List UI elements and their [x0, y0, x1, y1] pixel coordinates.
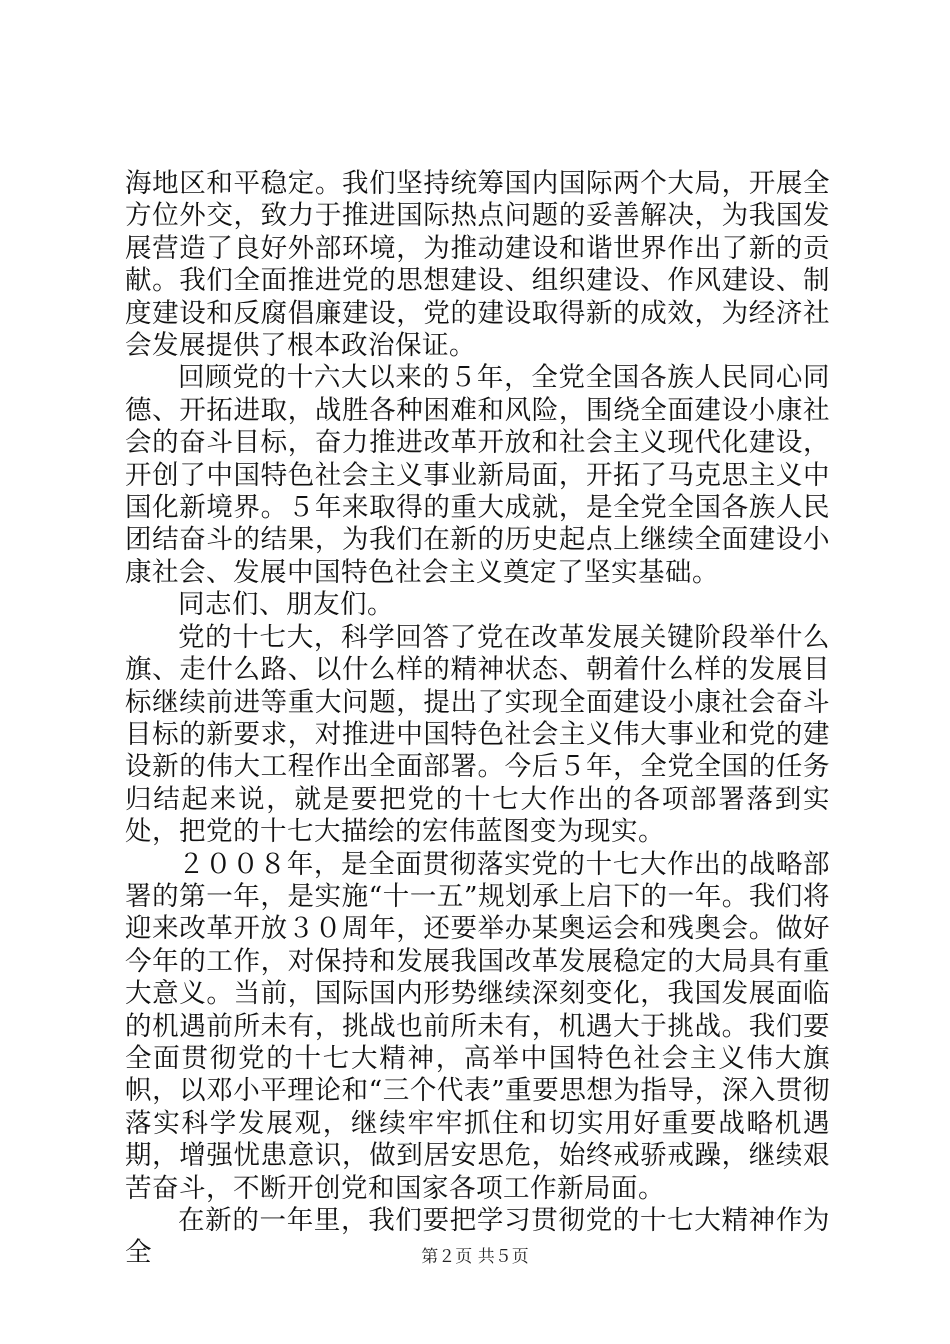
paragraph-4: 党的十七大，科学回答了党在改革发展关键阶段举什么旗、走什么路、以什么样的精神状态、朝着什么样的发展目标继续前进等重大问题，提出了实现全面建设小康社会奋斗目标的新要求，对推进中国特色社会主义伟大事业和党的建设新的伟大工程作出全面部署。今后５年，全党全国的任务归结起来说，就是要把党的十七大作出的各项部署落到实处，把党的十七大描绘的宏伟蓝图变为现实。	[125, 621, 830, 848]
page-number-footer: 第２页 共５页	[421, 1247, 529, 1267]
paragraph-1: 海地区和平稳定。我们坚持统筹国内国际两个大局，开展全方位外交，致力于推进国际热点问题的妥善解决，为我国发展营造了良好外部环境，为推动建设和谐世界作出了新的贡献。我们全面推进党的思想建设、组织建设、作风建设、制度建设和反腐倡廉建设，党的建设取得新的成效，为经济社会发展提供了根本政治保证。	[125, 168, 830, 362]
paragraph-2: 回顾党的十六大以来的５年，全党全国各族人民同心同德、开拓进取，战胜各种困难和风险，围绕全面建设小康社会的奋斗目标，奋力推进改革开放和社会主义现代化建设，开创了中国特色社会主义事业新局面，开拓了马克思主义中国化新境界。５年来取得的重大成就，是全党全国各族人民团结奋斗的结果，为我们在新的历史起点上继续全面建设小康社会、发展中国特色社会主义奠定了坚实基础。	[125, 362, 830, 588]
document-body	[125, 168, 830, 1270]
paragraph-6: 在新的一年里，我们要把学习贯彻党的十七大精神作为全	[125, 1205, 830, 1269]
paragraph-5: ２００８年，是全面贯彻落实党的十七大作出的战略部署的第一年，是实施“十一五”规划承上启下的一年。我们将迎来改革开放３０周年，还要举办某奥运会和残奥会。做好今年的工作，对保持和发展我国改革发展稳定的大局具有重大意义。当前，国际国内形势继续深刻变化，我国发展面临的机遇前所未有，挑战也前所未有，机遇大于挑战。我们要全面贯彻党的十七大精神，高举中国特色社会主义伟大旗帜，以邓小平理论和“三个代表”重要思想为指导，深入贯彻落实科学发展观，继续牢牢抓住和切实用好重要战略机遇期，增强忧患意识，做到居安思危，始终戒骄戒躁，继续艰苦奋斗，不断开创党和国家各项工作新局面。	[125, 848, 830, 1204]
paragraph-3: 同志们、朋友们。	[178, 589, 394, 621]
